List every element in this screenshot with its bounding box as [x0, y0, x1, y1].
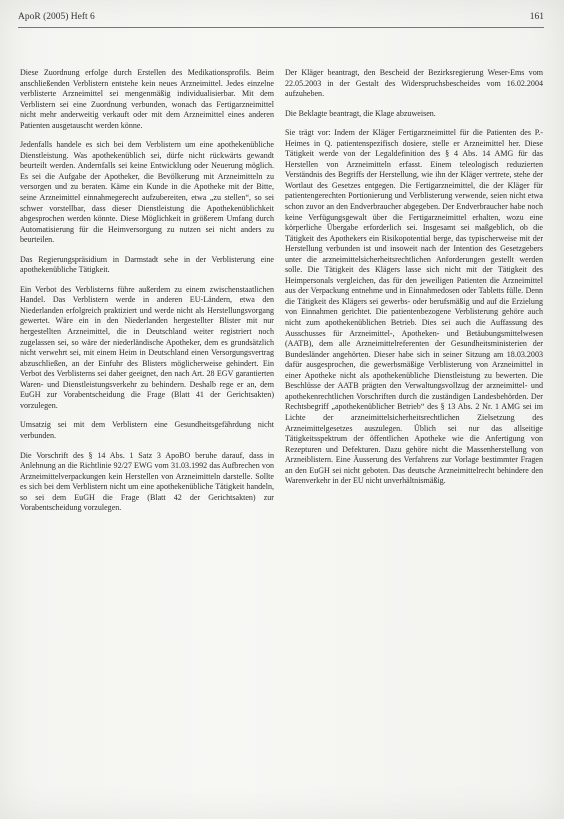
right-column: [285, 68, 543, 496]
left-paragraph-6: Die Vorschrift des § 14 Abs. 1 Satz 3 ApoBO beruhe darauf, dass in Anlehnung an die Richtlinie 92/27 EWG vom 31.03.1992 das Aufbrechen von Arzneimittelverpackungen kein Herstellen von Arzneimitteln darstelle. Sollte es sich bei dem Verblistern nicht um eine apothekenübliche Tätigkeit handeln, so sei dem EuGH die Frage (Blatt 42 der Gerichtsakten) zur Vorabentscheidung vorzulegen.: [20, 450, 274, 513]
running-title: ApoR (2005) Heft 6: [18, 12, 95, 22]
left-paragraph-5: Umsatzig sei mit dem Verblistern eine Gesundheitsgefährdung nicht verbunden.: [20, 420, 274, 440]
header-rule: [18, 27, 544, 28]
right-paragraph-1: Der Kläger beantragt, den Bescheid der Bezirksregierung Weser-Ems vom 22.05.2003 in der Gestalt des Widerspruchsbescheides vom 16.02.2004 aufzuheben.: [285, 68, 543, 99]
left-column: [20, 68, 274, 523]
page-header: [18, 10, 544, 24]
left-paragraph-2: Jedenfalls handele es sich bei dem Verblistern um eine apothekenübliche Dienstleistung. Was apothekenüblich sei, dürfe nicht rückwärts gewandt beurteilt werden. Andernfalls sei keine Entwicklung oder Neuerung möglich. Es sei die Aufgabe der Apotheker, die Bevölkerung mit Arzneimitteln zu versorgen und zu beraten. Käme ein Kunde in die Apotheke mit der Bitte, seine Arzneimittel einnahmegerecht aufzubereiten, etwa „zu stellen“, so sei schwer vorstellbar, dass dieser Dienstleistung die Apothekenüblichkeit abgesprochen werden könnte. Diese Möglichkeit in größerem Umfang durch Automatisierung für die Heimversorgung zu nutzen sei nicht anders zu beurteilen.: [20, 140, 274, 245]
page-number: 161: [529, 12, 544, 22]
left-paragraph-4: Ein Verbot des Verblisterns führe außerdem zu einem zwischenstaatlichen Handel. Das Verblistern werde in anderen EU-Ländern, etwa den Niederlanden erfolgreich praktiziert und werde nicht als Herstellungsvorgang gewertet. Wäre ein in den Niederlanden hergestellter Blister mit nur hergestellten Arzneimittel, die in Deutschland weiter registriert noch zugelassen sei, so wäre der niederländische Apotheker, dem es grundsätzlich nicht verwehrt sei, mit einem Heim in Deutschland einen Versorgungsvertrag abzuschließen, an der Einfuhr des Blisters möglicherweise gehindert. Ein Verbot des Verblisterns sei daher geeignet, den nach Art. 28 EGV garantierten Waren- und Dienstleistungsverkehr zu behindern. Deshalb rege er an, dem EuGH zur Vorabentscheidung die Frage (Blatt 41 der Gerichtsakten) vorzulegen.: [20, 284, 274, 410]
left-paragraph-1: Diese Zuordnung erfolge durch Erstellen des Medikationsprofils. Beim anschließenden Verblistern entstehe kein neues Arzneimittel. Jedes einzelne verblisterte Arzneimittel sei mengenmäßig individualisierbar. Mit dem Verblistern sei eine Zuordnung verbunden, wonach das Fertigarzneimittel nicht mehr anderweitig verkauft oder mit dem Arzneimittel eines anderen Patienten ausgetauscht werden könne.: [20, 68, 274, 130]
left-paragraph-3: Das Regierungspräsidium in Darmstadt sehe in der Verblisterung eine apothekenübliche Tätigkeit.: [20, 254, 274, 275]
right-paragraph-2: Die Beklagte beantragt, die Klage abzuweisen.: [285, 108, 436, 118]
right-paragraph-3: Sie trägt vor: Indem der Kläger Fertigarzneimittel für die Patienten des P.-Heimes in Q. patientenspezifisch dosiere, stelle er Arzneimittel her. Diese Tätigkeit werde von der Legaldefinition des § 4 Abs. 14 AMG für das Herstellen von Arzneimitteln erfasst. Einem teleologisch reduzierten Verständnis des Begriffs der Herstellung, wie ihn der Kläger vertrete, stehe der Wortlaut des Gesetzes entgegen. Die Fertigarzneimittel, die der Kläger für patientengerechten Portionierung und Verblisterung verwende, seien nicht etwa schon zuvor an den Endverbraucher abgegeben. Der Endverbraucher habe noch keine Verfügungsgewalt über die Fertigarzneimittel erhalten, wozu eine körperliche Übergabe erforderlich sei. Insgesamt sei maßgeblich, ob die Tätigkeit des Apothekers ein Risikopotential berge, das typischerweise mit der Herstellung verbunden ist und insoweit nach der Intention des Gesetzgebers unter die arzneimittelsicherheitsrechtlichen Anforderungen gestellt werden solle. Die Tätigkeit des Klägers lasse sich nicht mit der Tätigkeit des Heimpersonals vergleichen, das für den jeweiligen Patienten die Arzneimittel aus der Verpackung entnehme und in Einnahmedosen oder Tabletts fülle. Denn die Tätigkeit des Klägers sei gewerbs- oder berufsmäßig und auf die Erzielung von Einnahmen gerichtet. Die patientenbezogene Verblisterung gehöre auch nicht zum apothekenüblichen Betrieb. Dies sei auch die Auffassung des Ausschusses für Arzneimittel-, Apotheken- und Betäubungsmittelwesen (AATB), dem alle Arzneimittelreferenten der Gesundheitsministerien der Bundesländer angehörten. Dieser habe sich in seiner Sitzung am 18.03.2003 dafür ausgesprochen, die gewerbsmäßige Verblisterung von Arzneimittel in einer Apotheke nicht als apothekenübliche Dienstleistung zu bewerten. Die Beschlüsse der AATB prägten den Verwaltungsvollzug der arzneimittel- und apothekenrechtlichen Vorschriften durch die zuständigen Landesbehörden. Der Rechtsbegriff „apothekenüblicher Betrieb“ des § 13 Abs. 2 Nr. 1 AMG sei im Lichte der arzneimittelsicherheitsrechtlichen Zielsetzung des Arzneimittelgesetzes auszulegen. Üblich sei nur das allseitige Tätigkeitsspektrum der öffentlichen Apotheke wie die Anfertigung von Rezepturen und Defekturen. Dazu gehöre nicht die Massenherstellung von Arzneiblistern. Eine Äusserung des Verfahrens zur Vorlage bestimmter Fragen an den EuGH sei nicht geboten. Das deutsche Arzneimittelrecht behindere den Warenverkehr in der EU nicht unverhältnismäßig.: [285, 128, 543, 486]
